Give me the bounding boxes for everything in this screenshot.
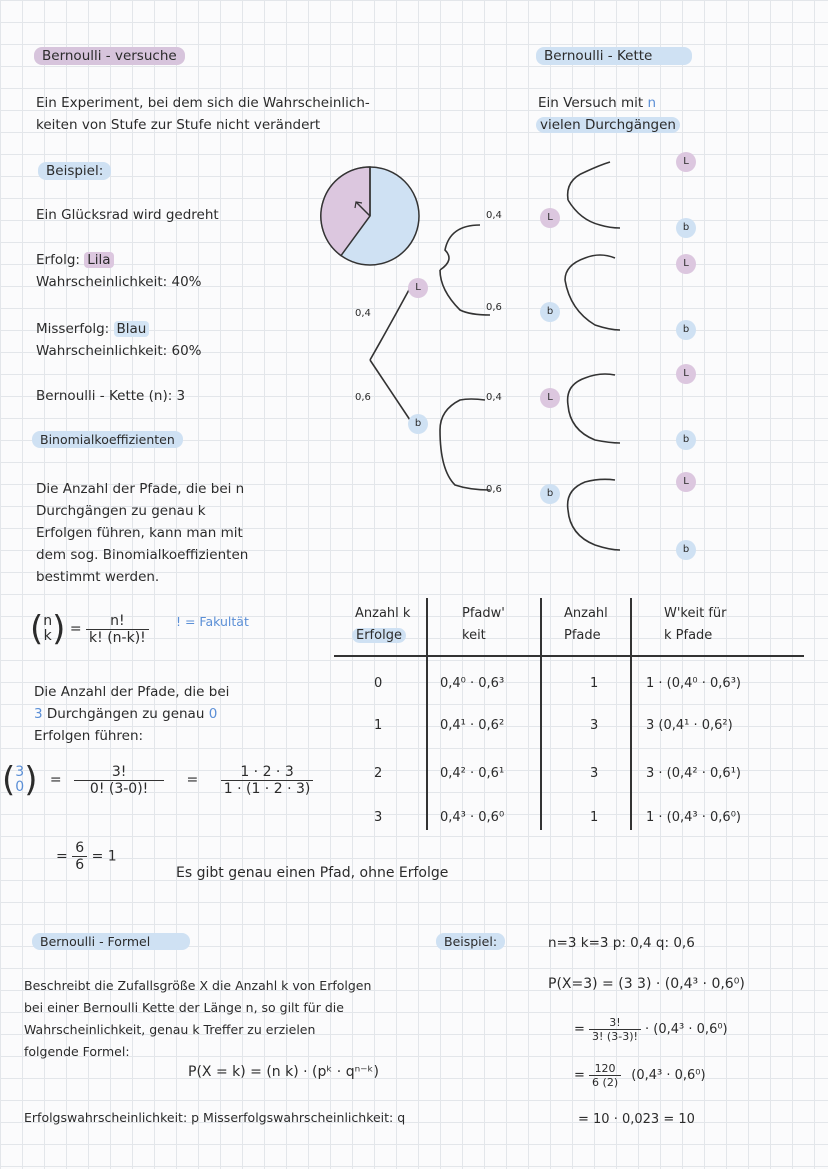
table-cell-w: 1 · (0,4⁰ · 0,6³): [646, 676, 741, 691]
tree-node-l: L: [676, 472, 696, 492]
tree-node-b: b: [676, 430, 696, 450]
factorial-note: ! = Fakultät: [176, 614, 249, 629]
binom-example-1: Die Anzahl der Pfade, die bei: [34, 684, 230, 700]
tree-node-b: b: [540, 484, 560, 504]
calc-line-4: = 10 · 0,023 = 10: [578, 1112, 695, 1127]
table-header-p-1: Pfadw': [462, 606, 505, 621]
table-header-k-1: Anzahl k: [355, 606, 411, 621]
table-cell-w: 3 · (0,4² · 0,6¹): [646, 766, 741, 781]
calc-line-1: P(X=3) = (3 3) · (0,4³ · 0,6⁰): [548, 976, 745, 992]
calc-line-2: = $\frac{3!}{3! (3-3)!}$ · (0,4³ · 0,6⁰): [574, 1016, 728, 1043]
table-header-n-1: Anzahl: [564, 606, 608, 621]
probability-tree: [340, 140, 720, 570]
table-cell-n: 3: [590, 766, 599, 781]
binom-desc-3: Erfolgen führen, kann man mit: [36, 525, 243, 541]
binom-example-calc: ( 3 0 ) = $\frac{3!}{0! (3-0)!}$ = $\frac{1 \cdot 2 \cdot 3}{1 \cdot (1 \cdot 2 \cdot 3)}$: [2, 763, 313, 797]
chain-length: Bernoulli - Kette (n): 3: [36, 388, 186, 404]
binom-desc-1: Die Anzahl der Pfade, die bei n: [36, 481, 245, 497]
section-title-binomial: Binomialkoeffizienten: [32, 430, 183, 450]
binom-desc-2: Durchgängen zu genau k: [36, 503, 206, 519]
binom-example-result: = $\frac{6}{6}$ = 1: [56, 840, 117, 873]
tree-node-l: L: [676, 152, 696, 172]
table-header-k-2: Erfolge: [352, 628, 406, 643]
bernoulli-formula: P(X = k) = (n k) · (pᵏ · qⁿ⁻ᵏ): [188, 1064, 379, 1080]
definition-line-2: keiten von Stufe zur Stufe nicht verändert: [36, 117, 321, 133]
table-col-divider: [426, 598, 428, 830]
table-cell-n: 3: [590, 718, 599, 733]
tree-node-b: b: [676, 320, 696, 340]
failure-label: Misserfolg:: [36, 321, 110, 337]
tree-node-b: b: [676, 540, 696, 560]
success-prob: Wahrscheinlichkeit: 40%: [36, 274, 202, 290]
tree-node-l: L: [540, 208, 560, 228]
definition-line-1: Ein Experiment, bei dem sich die Wahrscheinlich-: [36, 95, 370, 111]
kette-var: n: [647, 95, 657, 111]
section-title-bernoulli-kette: Bernoulli - Kette: [536, 45, 692, 67]
table-header-w-2: k Pfade: [664, 628, 713, 643]
table-cell-k: 2: [374, 766, 383, 781]
table-cell-p: 0,4² · 0,6¹: [440, 766, 505, 781]
failure-prob: Wahrscheinlichkeit: 60%: [36, 343, 202, 359]
formula-text-2: bei einer Bernoulli Kette der Länge n, so gilt für die: [24, 1000, 344, 1015]
table-col-divider: [630, 598, 632, 830]
tree-prob-1: 0,4: [355, 308, 371, 319]
success-value: Lila: [84, 252, 113, 268]
table-col-divider: [540, 598, 542, 830]
tree-prob-5: 0,4: [486, 392, 502, 403]
table-cell-n: 1: [590, 676, 599, 691]
formula-example-label: Beispiel:: [436, 932, 505, 952]
table-header-w-1: W'keit für: [664, 606, 727, 621]
table-cell-w: 3 (0,4¹ · 0,6²): [646, 718, 733, 733]
calc-line-3: = $\frac{120}{6 (2)}$ (0,4³ · 0,6⁰): [574, 1062, 706, 1089]
success-line: [36, 249, 114, 271]
binom-conclusion: Es gibt genau einen Pfad, ohne Erfolge: [176, 865, 449, 881]
table-header-n-2: Pfade: [564, 628, 601, 643]
section-title-bernoulli-versuche: Bernoulli - versuche: [34, 45, 185, 67]
table-cell-p: 0,4³ · 0,6⁰: [440, 810, 505, 825]
example-text: Ein Glücksrad wird gedreht: [36, 207, 219, 223]
tree-node-l: L: [676, 364, 696, 384]
success-label: Erfolg:: [36, 252, 80, 268]
table-header-divider: [334, 655, 804, 657]
table-cell-p: 0,4⁰ · 0,6³: [440, 676, 505, 691]
calc-params: n=3 k=3 p: 0,4 q: 0,6: [548, 935, 695, 951]
kette-line-1: [538, 92, 656, 114]
section-title-formel: Bernoulli - Formel: [32, 932, 190, 952]
table-cell-p: 0,4¹ · 0,6²: [440, 718, 505, 733]
tree-prob-2: 0,6: [355, 392, 371, 403]
table-header-p-2: keit: [462, 628, 486, 643]
binom-formula: ( n k ) = $\frac{n!}{k! (n-k)!}$: [30, 612, 149, 646]
table-cell-k: 0: [374, 676, 383, 691]
formula-text-1: Beschreibt die Zufallsgröße X die Anzahl k von Erfolgen: [24, 978, 372, 993]
binom-example-2: 3 Durchgängen zu genau 0: [34, 706, 218, 722]
binom-desc-5: bestimmt werden.: [36, 569, 160, 585]
formula-footer: Erfolgswahrscheinlichkeit: p Misserfolgswahrscheinlichkeit: q: [24, 1110, 406, 1125]
failure-line: [36, 318, 149, 340]
failure-value: Blau: [114, 321, 150, 337]
tree-prob-4: 0,6: [486, 302, 502, 313]
table-cell-w: 1 · (0,4³ · 0,6⁰): [646, 810, 741, 825]
formula-text-3: Wahrscheinlichkeit, genau k Treffer zu erzielen: [24, 1022, 316, 1037]
kette-line-2: vielen Durchgängen: [536, 114, 680, 136]
tree-node-l: L: [540, 388, 560, 408]
tree-node-b: b: [408, 414, 428, 434]
tree-prob-3: 0,4: [486, 210, 502, 221]
tree-node-b: b: [676, 218, 696, 238]
table-cell-k: 1: [374, 718, 383, 733]
binom-example-3: Erfolgen führen:: [34, 728, 144, 744]
example-label: Beispiel:: [38, 160, 111, 182]
kette-text: Ein Versuch mit: [538, 95, 644, 111]
binom-desc-4: dem sog. Binomialkoeffizienten: [36, 547, 249, 563]
table-cell-k: 3: [374, 810, 383, 825]
formula-text-4: folgende Formel:: [24, 1044, 130, 1059]
tree-node-b: b: [540, 302, 560, 322]
tree-prob-6: 0,6: [486, 484, 502, 495]
tree-node-l: L: [408, 278, 428, 298]
tree-node-l: L: [676, 254, 696, 274]
table-cell-n: 1: [590, 810, 599, 825]
